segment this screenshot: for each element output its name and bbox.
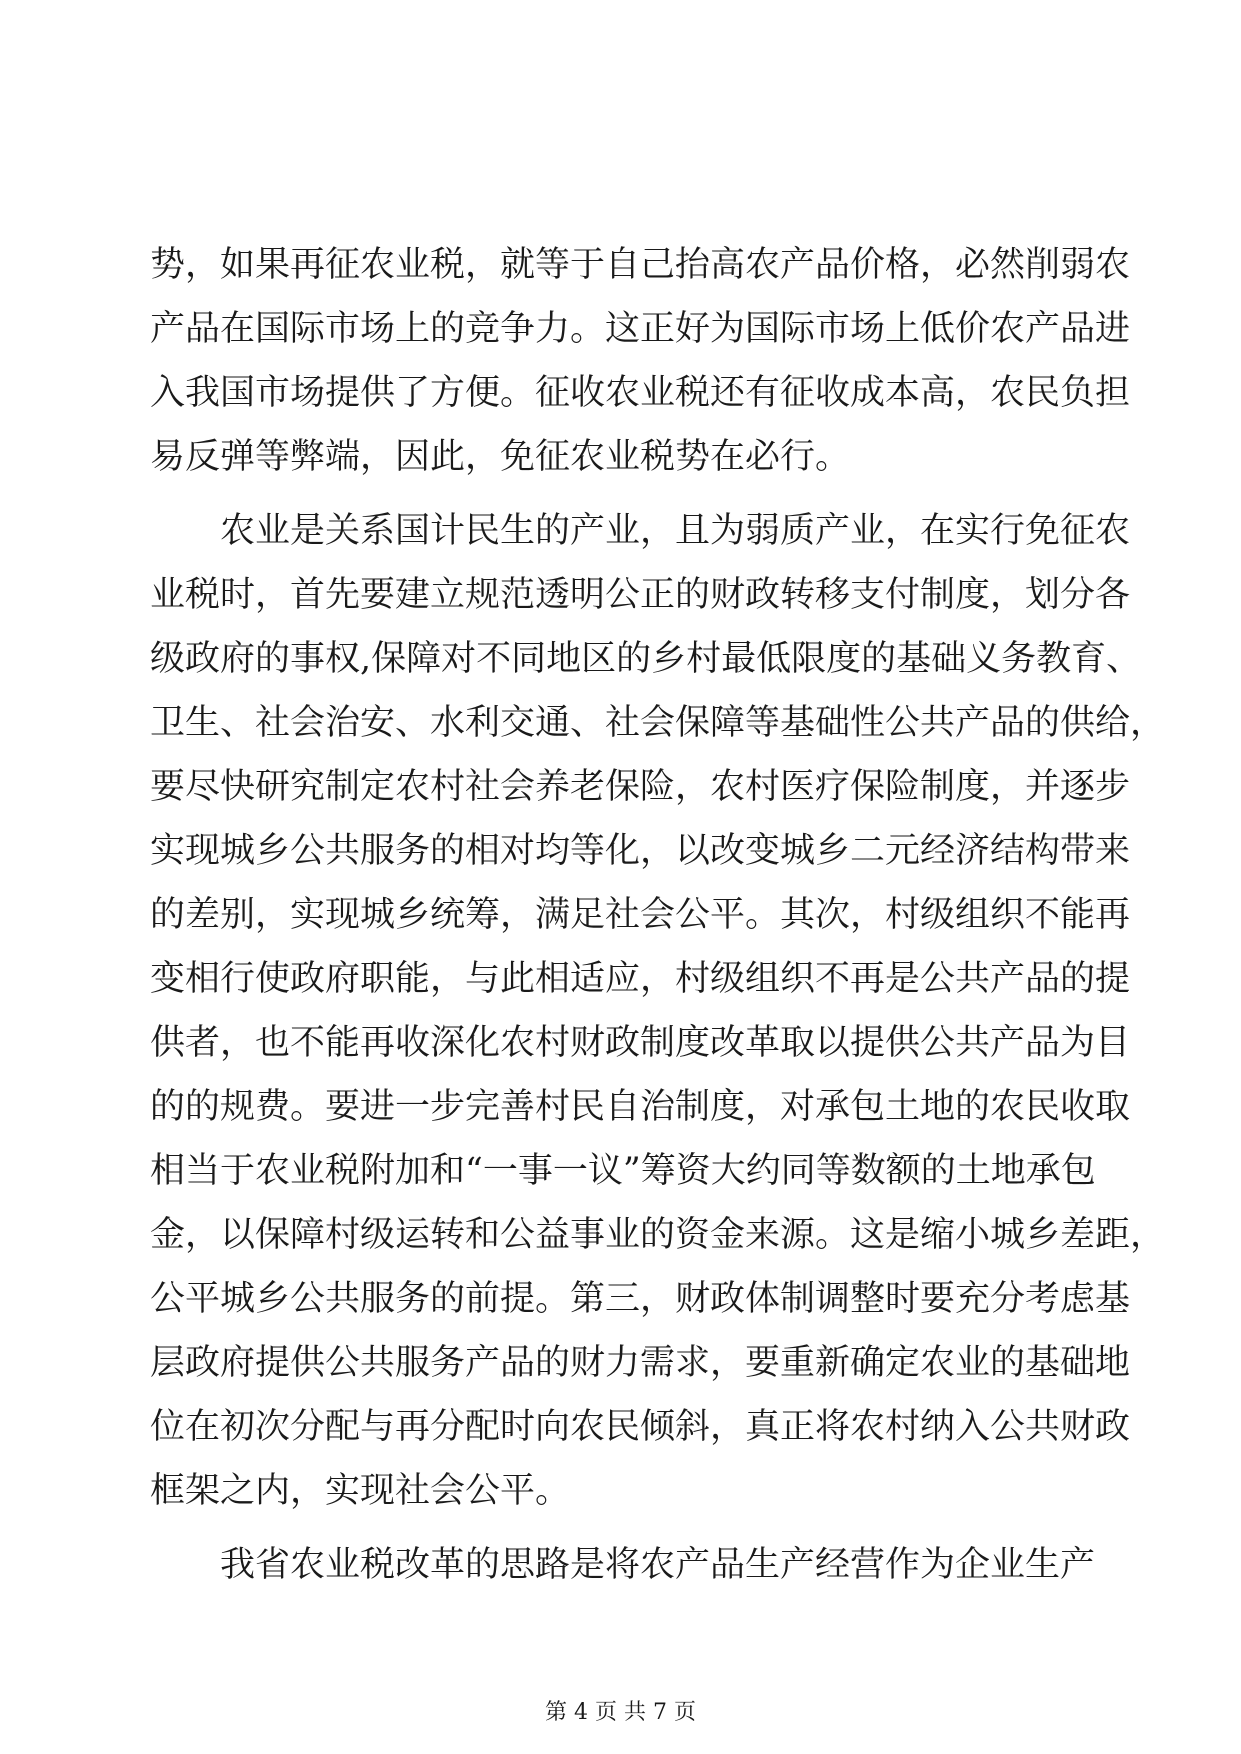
- text-line: 易反弹等弊端，因此，免征农业税势在必行。: [150, 437, 851, 477]
- text-line: 层政府提供公共服务产品的财力需求，要重新确定农业的基础地: [150, 1343, 1131, 1383]
- text-line: 金，以保障村级运转和公益事业的资金来源。这是缩小城乡差距，: [150, 1215, 1166, 1255]
- paragraph-3: [150, 1533, 1096, 1597]
- text-line: 级政府的事权,保障对不同地区的乡村最低限度的基础义务教育、: [150, 639, 1142, 679]
- page-footer: 第 4 页 共 7 页: [545, 1700, 696, 1725]
- text-line: 相当于农业税附加和“一事一议”筹资大约同等数额的土地承包: [150, 1151, 1096, 1191]
- paragraph-1: [150, 233, 1131, 489]
- text-line: 实现城乡公共服务的相对均等化，以改变城乡二元经济结构带来: [150, 831, 1131, 871]
- text-line: 业税时，首先要建立规范透明公正的财政转移支付制度，划分各: [150, 575, 1131, 615]
- text-line: 变相行使政府职能，与此相适应，村级组织不再是公共产品的提: [150, 959, 1131, 999]
- text-line: 位在初次分配与再分配时向农民倾斜，真正将农村纳入公共财政: [150, 1407, 1131, 1447]
- text-line: 产品在国际市场上的竞争力。这正好为国际市场上低价农产品进: [150, 309, 1131, 349]
- text-line: 卫生、社会治安、水利交通、社会保障等基础性公共产品的供给，: [150, 703, 1166, 743]
- paragraph-gap: [150, 489, 1090, 499]
- text-line: 的的规费。要进一步完善村民自治制度，对承包土地的农民收取: [150, 1087, 1131, 1127]
- text-line: 农业是关系国计民生的产业，且为弱质产业，在实行免征农: [150, 511, 1131, 551]
- paragraph-gap: [150, 1523, 1090, 1533]
- body-text: [150, 233, 1166, 1597]
- text-line: 公平城乡公共服务的前提。第三，财政体制调整时要充分考虑基: [150, 1279, 1131, 1319]
- text-line: 供者，也不能再收深化农村财政制度改革取以提供公共产品为目: [150, 1023, 1131, 1063]
- text-line: 我省农业税改革的思路是将农产品生产经营作为企业生产: [150, 1545, 1096, 1585]
- text-line: 入我国市场提供了方便。征收农业税还有征收成本高，农民负担: [150, 373, 1131, 413]
- text-line: 要尽快研究制定农村社会养老保险，农村医疗保险制度，并逐步: [150, 767, 1131, 807]
- text-line: 框架之内，实现社会公平。: [150, 1471, 571, 1511]
- paragraph-2: [150, 499, 1166, 1523]
- text-line: 势，如果再征农业税，就等于自己抬高农产品价格，必然削弱农: [150, 245, 1131, 285]
- text-line: 的差别，实现城乡统筹，满足社会公平。其次，村级组织不能再: [150, 895, 1131, 935]
